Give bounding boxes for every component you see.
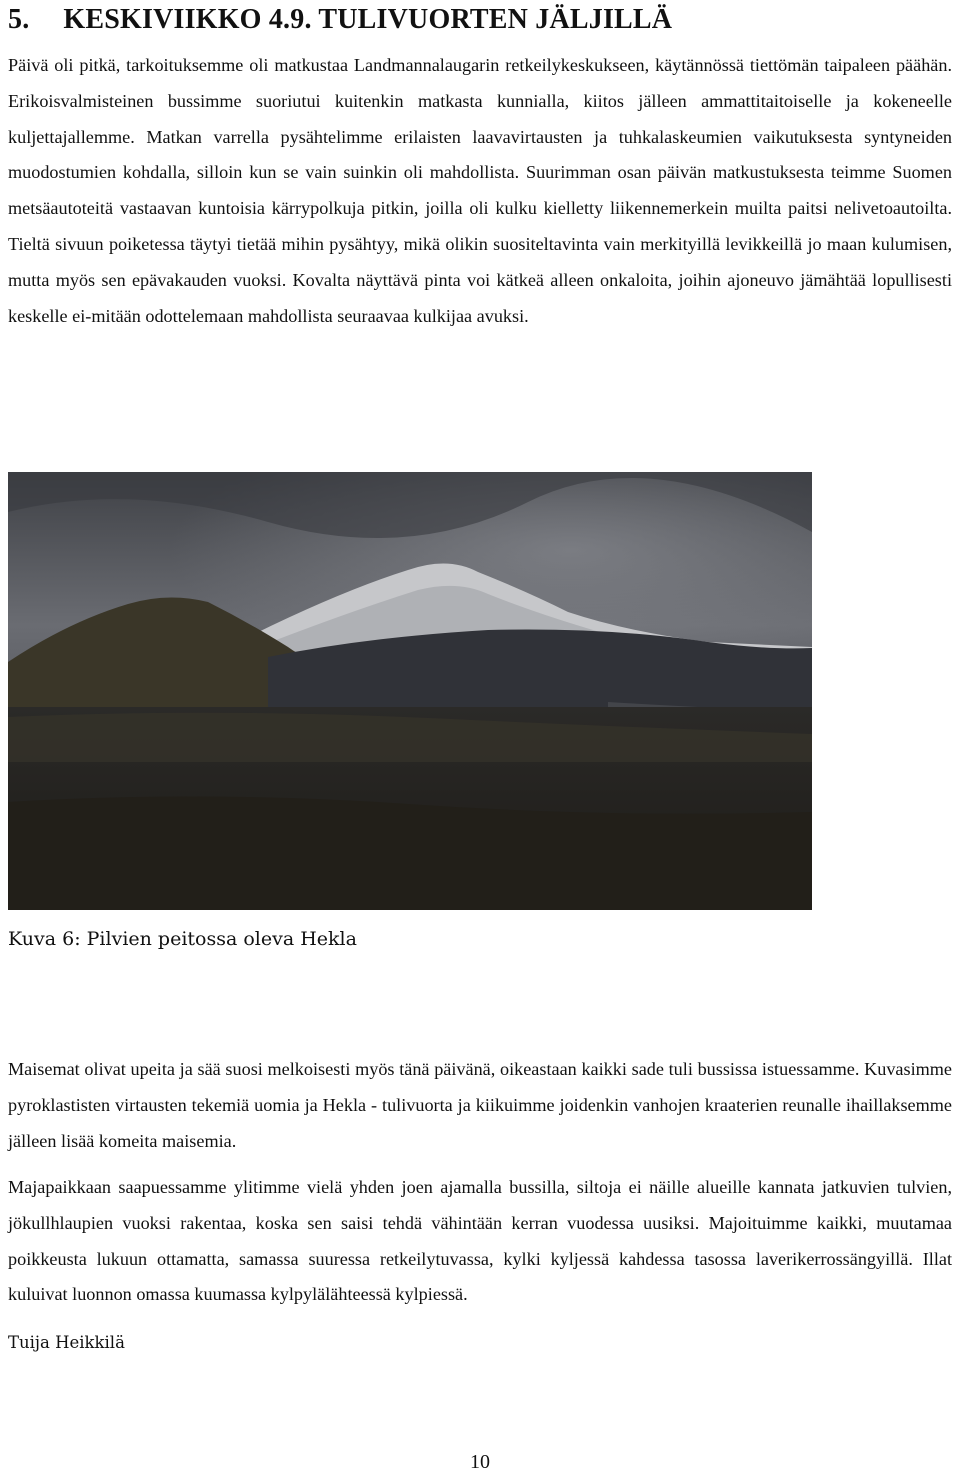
page-number: 10 [470,1451,490,1473]
paragraph-intro: Päivä oli pitkä, tarkoituksemme oli matkustaa Landmannalaugarin retkeilykeskukseen, käytännössä tiettömän taipaleen päähän. Erikoisvalmisteinen bussimme suoriutui kuitenkin matkasta kunnialla, kiitos jälleen ammattitaitoiselle ja kokeneelle kuljettajallemme. Matkan varrella pysähtelimme erilaisten laavavirtausten ja tuhkalaskeumien vaikutuksesta syntyneiden muodostumien kohdalla, silloin kun se vain suinkin oli mahdollista. Suurimman osan päivän matkustuksesta teimme Suomen metsäautoteitä vastaavan kuntoisia kärrypolkuja pitkin, joilla oli kulku kielletty liikennemerkein muilta paitsi nelivetoautoilta. Tieltä sivuun poiketessa täytyi tietää mihin pysähtyy, mikä olikin suositeltavinta vain merkityillä levikkeillä jo maan kulumisen, mutta myös sen epävakauden vuoksi. Kovalta näyttävä pinta voi kätkeä alleen onkaloita, joihin ajoneuvo jämähtää lopullisesti keskelle ei-mitään odottelemaan mahdollista seuraavaa kulkijaa avuksi. [8,55,952,326]
hekla-photo [8,472,812,910]
figure-caption: Kuva 6: Pilvien peitossa oleva Hekla [8,928,357,950]
paragraph-landscapes: Maisemat olivat upeita ja sää suosi melkoisesti myös tänä päivänä, oikeastaan kaikki sade tuli bussissa istuessamme. Kuvasimme pyroklastisten virtausten tekemiä uomia ja Hekla - tulivuorta ja kiikuimme joidenkin vanhojen kraaterien reunalle ihaillaksemme jälleen lisää komeita maisemia. [8,1059,952,1151]
chapter-heading [8,2,672,38]
paragraph-lodging: Majapaikkaan saapuessamme ylitimme vielä yhden joen ajamalla bussilla, siltoja ei näille alueille kannata jatkuvien tulvien, jökullhlaupien vuoksi rakentaa, koska sen saisi tehdä vähintään kerran vuodessa uusiksi. Majoituimme kaikki, muutamaa poikkeusta lukuun ottamatta, samassa suuressa retkeilytuvassa, kylki kyljessä kahdessa tasossa laverikerrossängyillä. Illat kuluivat luonnon omassa kuumassa kylpylälähteessä kylpiessä. [8,1177,952,1305]
author-name: Tuija Heikkilä [8,1333,125,1352]
chapter-title: KESKIVIIKKO 4.9. TULIVUORTEN JÄLJILLÄ [63,4,673,35]
chapter-number: 5. [8,4,30,35]
